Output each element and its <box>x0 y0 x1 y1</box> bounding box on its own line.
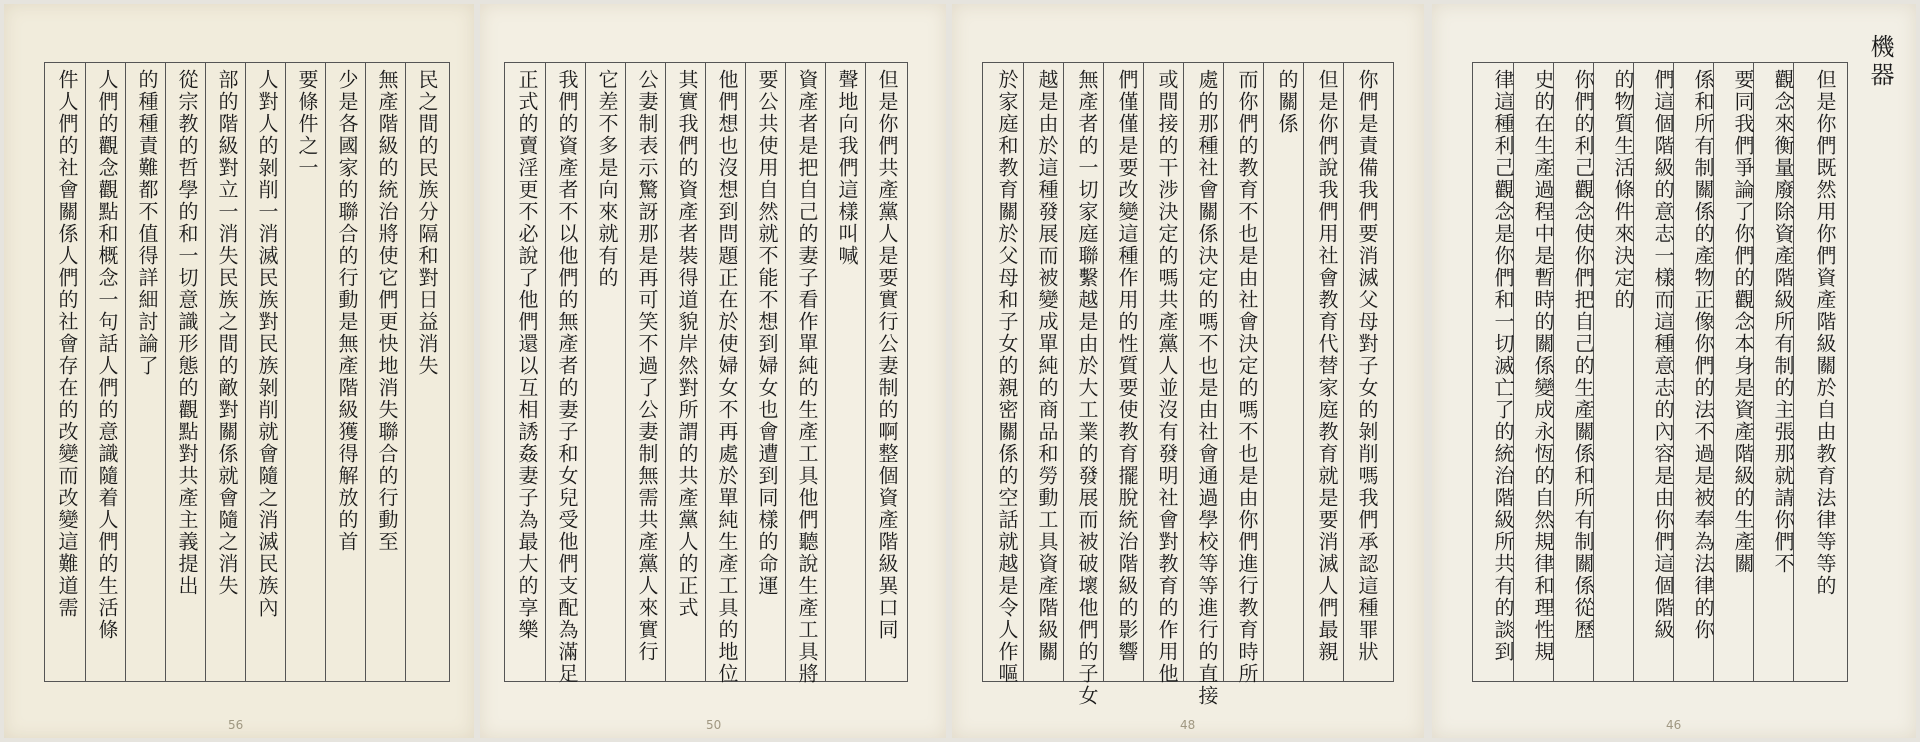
text-column: 你們的利己觀念使你們把自己的生產關係和所有制關係從歷 <box>1571 69 1595 641</box>
text-column: 或間接的干涉決定的嗎共產黨人並沒有發明社會對教育的作用他 <box>1155 69 1179 685</box>
column-rule <box>545 63 546 681</box>
text-column: 史的在生產過程中是暫時的關係變成永恆的自然規律和理性規 <box>1531 69 1555 663</box>
text-column: 但是你們說我們用社會教育代替家庭教育就是要消滅人們最親 <box>1315 69 1339 663</box>
column-rule <box>1303 63 1304 681</box>
column-rule <box>205 63 206 681</box>
text-column: 民之間的民族分隔和對日益消失 <box>415 69 439 377</box>
text-column: 其實我們的資產者裝得道貌岸然對所謂的共產黨人的正式 <box>675 69 699 619</box>
column-rule <box>245 63 246 681</box>
column-rule <box>365 63 366 681</box>
text-column: 但是你們共產黨人是要實行公妻制的啊整個資產階級異口同 <box>875 69 899 641</box>
text-column: 人們的觀念觀點和概念一句話人們的意識隨着人們的生活條 <box>95 69 119 641</box>
text-column: 聲地向我們這樣叫喊 <box>835 69 859 267</box>
column-rule <box>125 63 126 681</box>
text-column: 們這個階級的意志一樣而這種意志的內容是由你們這個階級 <box>1651 69 1675 641</box>
text-column: 要條件之一 <box>295 69 319 179</box>
grid-frame <box>44 62 450 682</box>
column-rule <box>325 63 326 681</box>
text-column: 正式的賣淫更不必說了他們還以互相誘姦妻子為最大的享樂 <box>515 69 539 641</box>
text-column: 觀念來衡量廢除資產階級所有制的主張那就請你們不 <box>1771 69 1795 575</box>
text-column: 越是由於這種發展而被變成單純的商品和勞動工具資產階級關 <box>1035 69 1059 663</box>
text-column: 人對人的剝削一消滅民族對民族剝削就會隨之消滅民族內 <box>255 69 279 619</box>
page-number: 56 <box>228 718 244 732</box>
text-column: 你們是責備我們要消滅父母對子女的剝削嗎我們承認這種罪狀 <box>1355 69 1379 663</box>
column-rule <box>665 63 666 681</box>
text-column: 律這種利己觀念是你們和一切滅亡了的統治階級所共有的談到 <box>1491 69 1515 663</box>
column-rule <box>705 63 706 681</box>
grid-frame <box>1472 62 1848 682</box>
column-rule <box>285 63 286 681</box>
column-rule <box>585 63 586 681</box>
page-number: 48 <box>1180 718 1196 732</box>
grid-frame <box>504 62 908 685</box>
text-column: 少是各國家的聯合的行動是無產階級獲得解放的首 <box>335 69 359 553</box>
text-column: 無產階級的統治將使它們更快地消失聯合的行動至 <box>375 69 399 553</box>
text-column: 要同我們爭論了你們的觀念本身是資產階級的生產關 <box>1731 69 1755 575</box>
text-column: 我們的資產者不以他們的無產者的妻子和女兒受他們支配為滿足 <box>555 69 579 685</box>
page-number: 46 <box>1666 718 1682 732</box>
column-rule <box>785 63 786 681</box>
page-number: 50 <box>706 718 722 732</box>
text-column: 公妻制表示驚訝那是再可笑不過了公妻制無需共產黨人來實行 <box>635 69 659 663</box>
column-rule <box>865 63 866 681</box>
text-column: 係和所有制關係的產物正像你們的法不過是被奉為法律的你 <box>1691 69 1715 641</box>
text-column: 的關係 <box>1275 69 1299 135</box>
page-heading: 機器 <box>1866 34 1894 90</box>
column-rule <box>825 63 826 681</box>
column-rule <box>405 63 406 681</box>
column-rule <box>165 63 166 681</box>
manuscript-page-4 <box>1432 4 1916 738</box>
grid-frame <box>982 62 1394 707</box>
manuscript-page-3 <box>952 4 1424 738</box>
text-column: 他們想也沒想到問題正在於使婦女不再處於單純生產工具的地位 <box>715 69 739 685</box>
manuscript-page-1 <box>4 4 474 738</box>
text-column: 們僅僅是要改變這種作用的性質要使教育擺脫統治階級的影響 <box>1115 69 1139 663</box>
text-column: 但是你們既然用你們資產階級關於自由教育法律等等的 <box>1813 69 1837 597</box>
text-column: 要公共使用自然就不能不想到婦女也會遭到同樣的命運 <box>755 69 779 597</box>
column-rule <box>745 63 746 681</box>
text-column: 它差不多是向來就有的 <box>595 69 619 289</box>
text-column: 部的階級對立一消失民族之間的敵對關係就會隨之消失 <box>215 69 239 597</box>
column-rule <box>85 63 86 681</box>
text-column: 於家庭和教育關於父母和子女的親密關係的空話就越是令人作嘔 <box>995 69 1019 685</box>
text-column: 的種種責難都不值得詳細討論了 <box>135 69 159 377</box>
column-rule <box>625 63 626 681</box>
text-column: 件人們的社會關係人們的社會存在的改變而改變這難道需 <box>55 69 79 619</box>
text-column: 資產者是把自己的妻子看作單純的生產工具他們聽說生產工具將 <box>795 69 819 685</box>
text-column: 從宗教的哲學的和一切意識形態的觀點對共產主義提出 <box>175 69 199 597</box>
text-column: 而你們的教育不也是由社會決定的嗎不也是由你們進行教育時所 <box>1235 69 1259 685</box>
manuscript-page-2 <box>480 4 946 738</box>
text-column: 無產者的一切家庭聯繫越是由於大工業的發展而被破壞他們的子女 <box>1075 69 1099 707</box>
text-column: 處的那種社會關係決定的嗎不也是由社會通過學校等等進行的直接 <box>1195 69 1219 707</box>
text-column: 的物質生活條件來決定的 <box>1611 69 1635 311</box>
